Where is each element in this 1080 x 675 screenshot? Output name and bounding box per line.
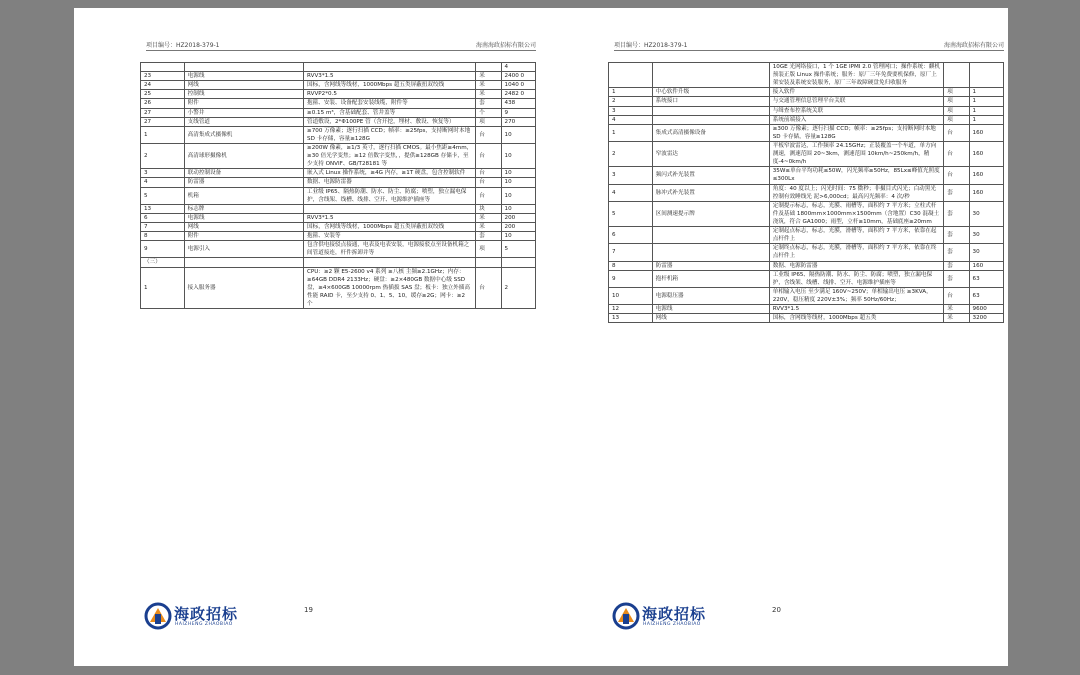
- item-name: 电源线: [652, 305, 769, 314]
- row-number: 7: [609, 244, 653, 261]
- item-unit: 套: [944, 270, 969, 287]
- item-spec: 平板窄波雷达，工作频率 24.15GHz；正装覆盖一个车道，单方向测速，测速范围 20~3km，测速范围 10km/h~250km/h，精度-4~0km/h: [769, 141, 944, 166]
- item-spec: 系统前端接入: [769, 115, 944, 124]
- item-unit: 台: [476, 187, 501, 204]
- page-19: [136, 8, 536, 666]
- item-unit: 台: [476, 126, 501, 143]
- logo-mark-icon: [612, 602, 640, 630]
- item-name: 集成式高清摄像设备: [652, 124, 769, 141]
- item-qty: 160: [969, 141, 1003, 166]
- row-number: 6: [609, 227, 653, 244]
- row-number: 8: [141, 232, 185, 241]
- row-number: （三）: [141, 258, 185, 267]
- item-qty: 10: [501, 169, 535, 178]
- item-name: 脉冲式补光装置: [652, 184, 769, 201]
- table-row: [609, 63, 1004, 88]
- item-qty: [501, 258, 535, 267]
- item-name: 抱杆机箱: [652, 270, 769, 287]
- table-row: [141, 90, 536, 99]
- item-name: [184, 63, 303, 72]
- item-name: 系统接口: [652, 97, 769, 106]
- table-row: [141, 143, 536, 168]
- row-number: 3: [609, 167, 653, 184]
- item-qty: 2400 0: [501, 72, 535, 81]
- item-unit: 台: [944, 167, 969, 184]
- item-qty: 1: [969, 97, 1003, 106]
- table-row: [609, 227, 1004, 244]
- item-spec: 与缉查布控系统关联: [769, 106, 944, 115]
- item-qty: 4: [501, 63, 535, 72]
- table-row: [141, 72, 536, 81]
- item-name: 高清球形摄像机: [184, 143, 303, 168]
- item-unit: 套: [476, 232, 501, 241]
- company-name: 海南海政招标有限公司: [475, 42, 536, 49]
- item-unit: 台: [476, 143, 501, 168]
- row-number: 1: [141, 126, 185, 143]
- table-row: [141, 63, 536, 72]
- item-spec: 包含供电接驳点接通，电表及电表安装，电源接驳点至设备机箱之间管道接连，杆件拆卸并等: [304, 241, 476, 258]
- page-footer: [144, 600, 544, 640]
- table-row: [609, 305, 1004, 314]
- row-number: 4: [609, 184, 653, 201]
- row-number: 2: [609, 97, 653, 106]
- item-name: 电源引入: [184, 241, 303, 258]
- table-row: [609, 287, 1004, 304]
- row-number: 4: [609, 115, 653, 124]
- row-number: 1: [609, 124, 653, 141]
- item-name: 窄波雷达: [652, 141, 769, 166]
- item-name: [652, 244, 769, 261]
- item-spec: ≥200W 像素，≥1/3 英寸，逐行扫描 CMOS。最小焦距≥4mm，≥30 倍光学变焦；≥12 倍数字变焦，，提供≥128GB 存储卡，至少支持 ONVIF、GB/T28181 等: [304, 143, 476, 168]
- item-spec: ≥700 万像素；逐行扫描 CCD；帧率：≥25fps，支持断网时本地 SD 卡存储，容量≥128G: [304, 126, 476, 143]
- item-unit: 米: [476, 72, 501, 81]
- item-name: 支线管道: [184, 117, 303, 126]
- row-number: 2: [609, 141, 653, 166]
- row-number: 12: [609, 305, 653, 314]
- item-spec: ≥300 万像素；逐行扫描 CCD；帧率：≥25fps；支持断网时本地 SD 卡存储，容量≥128G: [769, 124, 944, 141]
- item-qty: 63: [969, 270, 1003, 287]
- item-qty: [969, 63, 1003, 88]
- table-row: [141, 241, 536, 258]
- item-spec: 抱箍、安装、设备配套安装线缆，附件等: [304, 99, 476, 108]
- spec-table: [140, 62, 536, 309]
- item-unit: 米: [476, 213, 501, 222]
- item-spec: 定制起点标志，标志，光膜，滑槽等，面积约 7 平方米，依靠在起点杆件上: [769, 227, 944, 244]
- item-spec: 工业级 IP65、隔热防潮、防水、防尘、防腐；喷塑，独立漏电保护，含线架、线槽、线排、空开、电源维护插座等: [769, 270, 944, 287]
- item-unit: 台: [476, 178, 501, 187]
- item-unit: 台: [476, 267, 501, 309]
- table-row: [141, 258, 536, 267]
- row-number: 9: [609, 270, 653, 287]
- item-qty: 1040 0: [501, 81, 535, 90]
- item-qty: 63: [969, 287, 1003, 304]
- page-number: 20: [772, 606, 781, 614]
- project-code: 项目编号：HZ2018-379-1: [614, 42, 688, 49]
- row-number: 9: [141, 241, 185, 258]
- table-row: [609, 88, 1004, 97]
- item-unit: 台: [944, 124, 969, 141]
- row-number: 3: [141, 169, 185, 178]
- table-row: [141, 213, 536, 222]
- row-number: 27: [141, 108, 185, 117]
- item-unit: 套: [944, 201, 969, 226]
- item-qty: 270: [501, 117, 535, 126]
- item-name: 防雷器: [652, 261, 769, 270]
- item-name: 网线: [184, 222, 303, 231]
- item-spec: RVVP2*0.5: [304, 90, 476, 99]
- row-number: 13: [609, 314, 653, 323]
- item-unit: 米: [476, 81, 501, 90]
- item-qty: 10: [501, 204, 535, 213]
- table-row: [141, 187, 536, 204]
- item-unit: 套: [944, 184, 969, 201]
- table-row: [141, 126, 536, 143]
- table-row: [609, 97, 1004, 106]
- item-name: [652, 63, 769, 88]
- item-qty: 9600: [969, 305, 1003, 314]
- item-qty: 30: [969, 227, 1003, 244]
- item-spec: 35W≤单台平均功耗≤50W，闪光频率≥50Hz，85Lx≤峰值光照度≤300Lx: [769, 167, 944, 184]
- item-spec: 工业级 IP65、隔热防潮、防水、防尘、防腐；喷塑，独立漏电保护，含线架、线槽、线排、空开、电源维护插座等: [304, 187, 476, 204]
- logo-subtext: HAIZHENG ZHAOBIAO: [643, 622, 701, 627]
- item-name: [652, 115, 769, 124]
- item-name: 标志牌: [184, 204, 303, 213]
- item-qty: 438: [501, 99, 535, 108]
- item-name: 中心软件升级: [652, 88, 769, 97]
- page-20: [604, 8, 1004, 666]
- company-name: 海南海政招标有限公司: [943, 42, 1004, 49]
- item-spec: CPU：≥2 颗 E5-2600 v4 系列 ≥八核 主频≥2.1GHz；内存：≥64GB DDR4 2133Hz；硬盘：≥2×480GB 数据中心级 SSD 盘，≥4×600GB 10000rpm 热插拔 SAS 盘；板卡：独立外插高性能 RAID 卡，至少支持 0、1、5、10，缓存≥2G；网卡：≥2 个: [304, 267, 476, 309]
- row-number: 27: [141, 117, 185, 126]
- item-unit: 套: [476, 99, 501, 108]
- item-spec: 嵌入式 Linux 操作系统，≥4G 内存，≥1T 硬盘，包含控制软件: [304, 169, 476, 178]
- table-row: [141, 117, 536, 126]
- item-name: 附件: [184, 99, 303, 108]
- item-name: 高清集成式摄像机: [184, 126, 303, 143]
- item-spec: 单相输入电压 至少满足 160V~250V；单相输出电压 ≥3KVA，220V，稳压精度 220V±3%；频率 50Hz/60Hz；: [769, 287, 944, 304]
- item-unit: 项: [944, 106, 969, 115]
- row-number: 5: [141, 187, 185, 204]
- item-spec: 定制终点标志，标志，光膜，滑槽等，面积约 7 平方米，依靠在终点杆件上: [769, 244, 944, 261]
- item-unit: 台: [944, 287, 969, 304]
- item-qty: 200: [501, 213, 535, 222]
- row-number: 26: [141, 99, 185, 108]
- table-row: [609, 124, 1004, 141]
- row-number: 5: [609, 201, 653, 226]
- row-number: 24: [141, 81, 185, 90]
- row-number: 1: [609, 88, 653, 97]
- item-unit: 项: [944, 97, 969, 106]
- item-qty: 160: [969, 184, 1003, 201]
- item-name: 附件: [184, 232, 303, 241]
- project-code: 项目编号：HZ2018-379-1: [146, 42, 220, 49]
- item-qty: 160: [969, 167, 1003, 184]
- table-row: [141, 204, 536, 213]
- table-row: [609, 115, 1004, 124]
- item-unit: 套: [944, 261, 969, 270]
- table-row: [141, 222, 536, 231]
- row-number: 6: [141, 213, 185, 222]
- table-row: [141, 232, 536, 241]
- logo-mark-icon: [144, 602, 172, 630]
- item-spec: 定制提示标志，标志，光膜、雨槽等，面积约 7 平方米；立柱式杆件及基础 1800mm×1000mm×1500mm（含地置）C30 混凝土浇筑，符合 GA1000；雨型，立杆≥10mm，基础底座≥20mm: [769, 201, 944, 226]
- item-spec: 与交通管理信息管理平台关联: [769, 97, 944, 106]
- item-unit: 项: [944, 88, 969, 97]
- item-unit: 米: [944, 305, 969, 314]
- item-unit: [476, 258, 501, 267]
- item-spec: 国标，含网线等线材，1000Mbps 超五类: [769, 314, 944, 323]
- item-unit: 套: [944, 227, 969, 244]
- table-row: [609, 141, 1004, 166]
- company-logo: [612, 600, 732, 636]
- item-spec: [304, 204, 476, 213]
- item-unit: 台: [944, 141, 969, 166]
- spec-table: [608, 62, 1004, 323]
- item-spec: 接入软件: [769, 88, 944, 97]
- item-name: [652, 106, 769, 115]
- item-name: [184, 258, 303, 267]
- item-unit: 项: [476, 241, 501, 258]
- item-spec: 国标，含网线等线材，1000Mbps 超五类屏蔽扭双绞线: [304, 222, 476, 231]
- item-qty: 1: [969, 88, 1003, 97]
- item-qty: 2: [501, 267, 535, 309]
- row-number: 8: [609, 261, 653, 270]
- item-spec: 角度：40 度以上；闪光时间：75 微秒；非摄目式闪光；白动黑光控制有效睡线光 泥>6,000cd；最高闪光频率：4 次/秒: [769, 184, 944, 201]
- table-row: [609, 270, 1004, 287]
- item-unit: 米: [476, 222, 501, 231]
- table-row: [609, 184, 1004, 201]
- item-spec: 数据、电源防雷器: [304, 178, 476, 187]
- item-name: 电源线: [184, 72, 303, 81]
- table-row: [609, 244, 1004, 261]
- item-qty: 3200: [969, 314, 1003, 323]
- row-number: 23: [141, 72, 185, 81]
- row-number: 7: [141, 222, 185, 231]
- item-unit: [944, 63, 969, 88]
- item-qty: 1: [969, 106, 1003, 115]
- item-qty: 5: [501, 241, 535, 258]
- company-logo: [144, 600, 264, 636]
- item-qty: 30: [969, 244, 1003, 261]
- item-name: 机箱: [184, 187, 303, 204]
- item-name: 网线: [184, 81, 303, 90]
- item-unit: 项: [476, 117, 501, 126]
- page-footer: [612, 600, 1012, 640]
- item-name: [652, 227, 769, 244]
- item-qty: 30: [969, 201, 1003, 226]
- table-row: [609, 106, 1004, 115]
- table-row: [609, 261, 1004, 270]
- document-sheet: [74, 8, 1008, 666]
- page-number: 19: [304, 606, 313, 614]
- item-unit: 块: [476, 204, 501, 213]
- item-qty: 10: [501, 178, 535, 187]
- item-spec: 10GE 光网络接口，1 个 1GE IPMI 2.0 管理网口；操作系统：麒机预装正版 Linux 操作系统；服务：原厂三年免费要机保修，原厂上架安装及系统安装服务，原厂三年故障硬盘免归收服务: [769, 63, 944, 88]
- table-row: [609, 201, 1004, 226]
- page-header: [146, 40, 536, 51]
- row-number: 13: [141, 204, 185, 213]
- logo-subtext: HAIZHENG ZHAOBIAO: [175, 622, 233, 627]
- item-qty: 10: [501, 126, 535, 143]
- item-unit: 米: [476, 90, 501, 99]
- row-number: [609, 63, 653, 88]
- item-qty: 10: [501, 187, 535, 204]
- logo-text: 海政招标: [642, 605, 707, 623]
- item-qty: 160: [969, 124, 1003, 141]
- table-row: [609, 314, 1004, 323]
- item-spec: ≥0.15 m³，含基础配套、管井盖等: [304, 108, 476, 117]
- item-qty: 160: [969, 261, 1003, 270]
- item-spec: 数据、电源防雷器: [769, 261, 944, 270]
- table-row: [141, 81, 536, 90]
- item-name: 防雷器: [184, 178, 303, 187]
- row-number: 3: [609, 106, 653, 115]
- item-unit: 台: [476, 169, 501, 178]
- item-qty: 200: [501, 222, 535, 231]
- item-qty: 10: [501, 143, 535, 168]
- item-spec: 抱箍、安装等: [304, 232, 476, 241]
- item-name: 控制线: [184, 90, 303, 99]
- item-qty: 2482 0: [501, 90, 535, 99]
- item-unit: [476, 63, 501, 72]
- item-spec: 管道敷设，2*Φ100PE 管（含开挖，埋材、敷设、恢复等）: [304, 117, 476, 126]
- item-unit: 米: [944, 314, 969, 323]
- row-number: 4: [141, 178, 185, 187]
- item-spec: [304, 63, 476, 72]
- row-number: [141, 63, 185, 72]
- row-number: 25: [141, 90, 185, 99]
- table-row: [141, 178, 536, 187]
- item-name: 频闪式补光装置: [652, 167, 769, 184]
- item-spec: [304, 258, 476, 267]
- item-unit: 项: [944, 115, 969, 124]
- item-qty: 9: [501, 108, 535, 117]
- row-number: 1: [141, 267, 185, 309]
- row-number: 10: [609, 287, 653, 304]
- item-name: 网线: [652, 314, 769, 323]
- item-name: 小警井: [184, 108, 303, 117]
- item-unit: 个: [476, 108, 501, 117]
- item-spec: RVV3*1.5: [304, 213, 476, 222]
- item-spec: RVV3*1.5: [304, 72, 476, 81]
- table-row: [141, 99, 536, 108]
- item-spec: 国标，含网线等线材，1000Mbps 超五类屏蔽扭双绞线: [304, 81, 476, 90]
- table-row: [141, 108, 536, 117]
- table-row: [141, 169, 536, 178]
- item-name: 区间测速提示牌: [652, 201, 769, 226]
- row-number: 2: [141, 143, 185, 168]
- page-header: [614, 40, 1004, 51]
- table-row: [609, 167, 1004, 184]
- item-spec: RVV3*1.5: [769, 305, 944, 314]
- item-name: 接入服务器: [184, 267, 303, 309]
- item-unit: 套: [944, 244, 969, 261]
- item-name: 联动控制设备: [184, 169, 303, 178]
- item-name: 电源线: [184, 213, 303, 222]
- item-name: 电源稳压器: [652, 287, 769, 304]
- logo-text: 海政招标: [174, 605, 239, 623]
- item-qty: 10: [501, 232, 535, 241]
- table-row: [141, 267, 536, 309]
- item-qty: 1: [969, 115, 1003, 124]
